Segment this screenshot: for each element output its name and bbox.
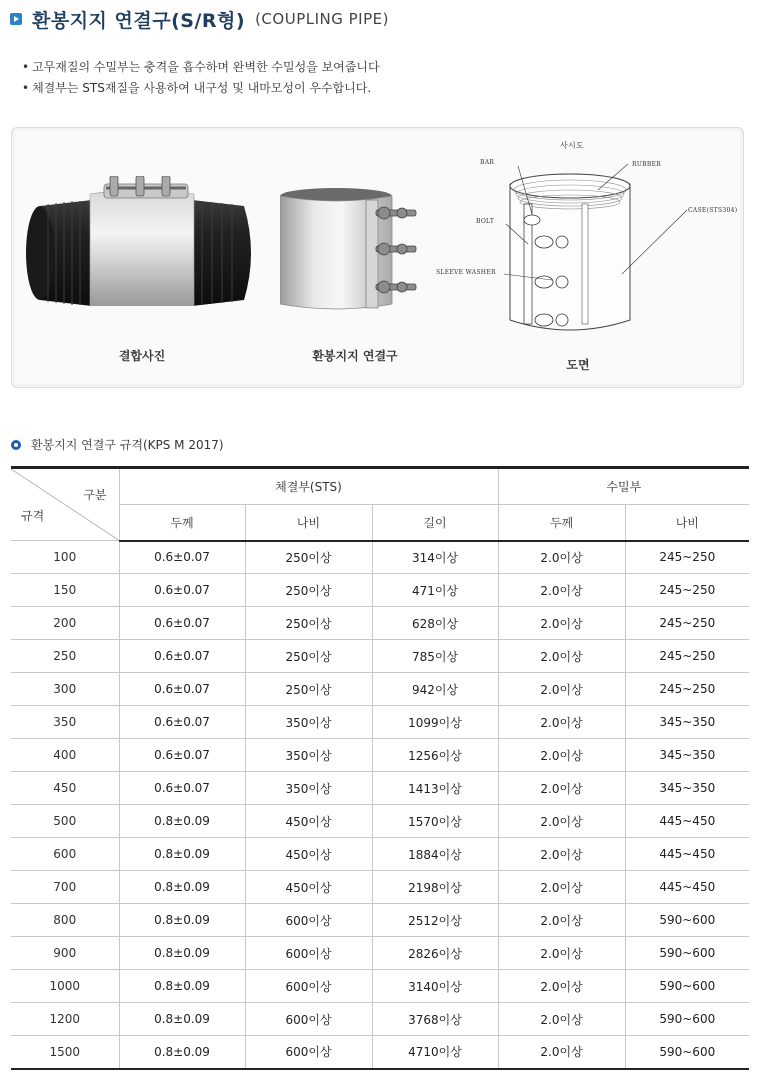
seal-thickness-cell: 2.0이상 <box>498 1003 625 1036</box>
width-cell: 350이상 <box>245 706 372 739</box>
coupling-product-image <box>280 186 425 316</box>
size-cell: 400 <box>11 739 119 772</box>
seal-width-cell: 245~250 <box>625 574 749 607</box>
title-bullet-icon <box>10 13 22 25</box>
seal-width-cell: 245~250 <box>625 607 749 640</box>
thickness-cell: 0.6±0.07 <box>119 673 245 706</box>
seal-width-cell: 345~350 <box>625 772 749 805</box>
seal-width-cell: 590~600 <box>625 1003 749 1036</box>
length-cell: 628이상 <box>372 607 498 640</box>
seal-thickness-cell: 2.0이상 <box>498 838 625 871</box>
thickness-cell: 0.8±0.09 <box>119 937 245 970</box>
size-cell: 500 <box>11 805 119 838</box>
spec-heading <box>11 436 224 453</box>
seal-thickness-cell: 2.0이상 <box>498 673 625 706</box>
callout-case: CASE(STS304) <box>688 207 738 214</box>
table-row <box>11 574 749 607</box>
width-cell: 250이상 <box>245 541 372 574</box>
width-cell: 250이상 <box>245 607 372 640</box>
width-cell: 600이상 <box>245 937 372 970</box>
seal-thickness-cell: 2.0이상 <box>498 1036 625 1069</box>
photo-label-drawing: 도면 <box>566 358 590 372</box>
width-cell: 450이상 <box>245 838 372 871</box>
table-row <box>11 937 749 970</box>
corner-header-cell <box>11 468 119 541</box>
col-header-length: 길이 <box>372 505 498 541</box>
seal-thickness-cell: 2.0이상 <box>498 607 625 640</box>
photo-label-assembled: 결합사진 <box>118 349 166 363</box>
spec-table <box>11 466 749 1070</box>
table-row <box>11 739 749 772</box>
width-cell: 250이상 <box>245 673 372 706</box>
seal-thickness-cell: 2.0이상 <box>498 805 625 838</box>
seal-thickness-cell: 2.0이상 <box>498 937 625 970</box>
size-cell: 100 <box>11 541 119 574</box>
thickness-cell: 0.8±0.09 <box>119 838 245 871</box>
width-cell: 350이상 <box>245 772 372 805</box>
table-row <box>11 1036 749 1069</box>
feature-item: • 체결부는 STS재질을 사용하여 내구성 및 내마모성이 우수합니다. <box>22 78 380 99</box>
seal-width-cell: 245~250 <box>625 541 749 574</box>
size-cell: 450 <box>11 772 119 805</box>
product-photo-panel <box>11 127 744 388</box>
callout-bar: BAR <box>480 159 495 166</box>
seal-thickness-cell: 2.0이상 <box>498 772 625 805</box>
seal-width-cell: 245~250 <box>625 640 749 673</box>
seal-width-cell: 445~450 <box>625 805 749 838</box>
width-cell: 600이상 <box>245 970 372 1003</box>
table-row <box>11 541 749 574</box>
table-row <box>11 640 749 673</box>
photo-label-coupling: 환봉지지 연결구 <box>312 349 398 363</box>
thickness-cell: 0.6±0.07 <box>119 772 245 805</box>
width-cell: 450이상 <box>245 871 372 904</box>
thickness-cell: 0.6±0.07 <box>119 541 245 574</box>
group-header-seal: 수밀부 <box>498 468 749 505</box>
callout-rubber: RUBBER <box>632 161 662 168</box>
thickness-cell: 0.6±0.07 <box>119 706 245 739</box>
thickness-cell: 0.6±0.07 <box>119 607 245 640</box>
spec-heading-text: 환봉지지 연결구 규격(KPS M 2017) <box>31 438 224 452</box>
size-cell: 700 <box>11 871 119 904</box>
col-header-seal-width: 나비 <box>625 505 749 541</box>
spec-table-body <box>11 541 749 1069</box>
length-cell: 1884이상 <box>372 838 498 871</box>
seal-width-cell: 590~600 <box>625 1036 749 1069</box>
table-row <box>11 805 749 838</box>
width-cell: 600이상 <box>245 904 372 937</box>
thickness-cell: 0.8±0.09 <box>119 1003 245 1036</box>
seal-width-cell: 590~600 <box>625 970 749 1003</box>
size-cell: 250 <box>11 640 119 673</box>
width-cell: 250이상 <box>245 574 372 607</box>
table-row <box>11 607 749 640</box>
size-cell: 1200 <box>11 1003 119 1036</box>
thickness-cell: 0.6±0.07 <box>119 739 245 772</box>
drawing-title: 사시도 <box>560 141 585 150</box>
page-subtitle: (COUPLING PIPE) <box>255 10 389 28</box>
thickness-cell: 0.8±0.09 <box>119 970 245 1003</box>
size-cell: 800 <box>11 904 119 937</box>
table-row <box>11 970 749 1003</box>
length-cell: 471이상 <box>372 574 498 607</box>
seal-thickness-cell: 2.0이상 <box>498 904 625 937</box>
length-cell: 2826이상 <box>372 937 498 970</box>
thickness-cell: 0.8±0.09 <box>119 871 245 904</box>
seal-thickness-cell: 2.0이상 <box>498 739 625 772</box>
page-title: 환봉지지 연결구(S/R형) <box>32 9 246 32</box>
feature-list <box>22 57 380 99</box>
bullet-circle-icon <box>11 440 21 450</box>
technical-drawing <box>432 134 742 352</box>
length-cell: 1570이상 <box>372 805 498 838</box>
seal-width-cell: 445~450 <box>625 871 749 904</box>
length-cell: 785이상 <box>372 640 498 673</box>
assembled-coupling-image <box>22 176 260 306</box>
group-header-fastening: 체결부(STS) <box>119 468 498 505</box>
table-row <box>11 871 749 904</box>
seal-thickness-cell: 2.0이상 <box>498 574 625 607</box>
width-cell: 600이상 <box>245 1003 372 1036</box>
callout-sleeve-washer: SLEEVE WASHER <box>436 269 496 276</box>
seal-width-cell: 245~250 <box>625 673 749 706</box>
col-header-seal-thickness: 두께 <box>498 505 625 541</box>
width-cell: 250이상 <box>245 640 372 673</box>
length-cell: 1099이상 <box>372 706 498 739</box>
table-row <box>11 1003 749 1036</box>
diagonal-divider <box>11 469 119 540</box>
seal-width-cell: 590~600 <box>625 904 749 937</box>
table-row <box>11 772 749 805</box>
table-row <box>11 838 749 871</box>
seal-thickness-cell: 2.0이상 <box>498 706 625 739</box>
thickness-cell: 0.8±0.09 <box>119 904 245 937</box>
size-cell: 600 <box>11 838 119 871</box>
length-cell: 1413이상 <box>372 772 498 805</box>
size-cell: 900 <box>11 937 119 970</box>
thickness-cell: 0.8±0.09 <box>119 805 245 838</box>
seal-width-cell: 345~350 <box>625 706 749 739</box>
width-cell: 350이상 <box>245 739 372 772</box>
corner-label-size: 규격 <box>21 509 45 523</box>
size-cell: 350 <box>11 706 119 739</box>
length-cell: 3768이상 <box>372 1003 498 1036</box>
size-cell: 300 <box>11 673 119 706</box>
table-row <box>11 673 749 706</box>
length-cell: 2512이상 <box>372 904 498 937</box>
width-cell: 450이상 <box>245 805 372 838</box>
thickness-cell: 0.8±0.09 <box>119 1036 245 1069</box>
table-row <box>11 706 749 739</box>
size-cell: 200 <box>11 607 119 640</box>
seal-thickness-cell: 2.0이상 <box>498 970 625 1003</box>
length-cell: 1256이상 <box>372 739 498 772</box>
length-cell: 314이상 <box>372 541 498 574</box>
corner-label-category: 구분 <box>83 488 107 502</box>
length-cell: 3140이상 <box>372 970 498 1003</box>
col-header-thickness: 두께 <box>119 505 245 541</box>
size-cell: 1000 <box>11 970 119 1003</box>
table-row <box>11 904 749 937</box>
seal-width-cell: 445~450 <box>625 838 749 871</box>
feature-item: • 고무재질의 수밀부는 충격을 흡수하며 완벽한 수밀성을 보여줍니다 <box>22 57 380 78</box>
seal-width-cell: 345~350 <box>625 739 749 772</box>
page-header <box>10 6 389 32</box>
length-cell: 942이상 <box>372 673 498 706</box>
seal-thickness-cell: 2.0이상 <box>498 871 625 904</box>
thickness-cell: 0.6±0.07 <box>119 574 245 607</box>
width-cell: 600이상 <box>245 1036 372 1069</box>
length-cell: 4710이상 <box>372 1036 498 1069</box>
seal-thickness-cell: 2.0이상 <box>498 541 625 574</box>
seal-thickness-cell: 2.0이상 <box>498 640 625 673</box>
length-cell: 2198이상 <box>372 871 498 904</box>
col-header-width: 나비 <box>245 505 372 541</box>
callout-bolt: BOLT <box>476 218 495 225</box>
thickness-cell: 0.6±0.07 <box>119 640 245 673</box>
seal-width-cell: 590~600 <box>625 937 749 970</box>
size-cell: 1500 <box>11 1036 119 1069</box>
size-cell: 150 <box>11 574 119 607</box>
